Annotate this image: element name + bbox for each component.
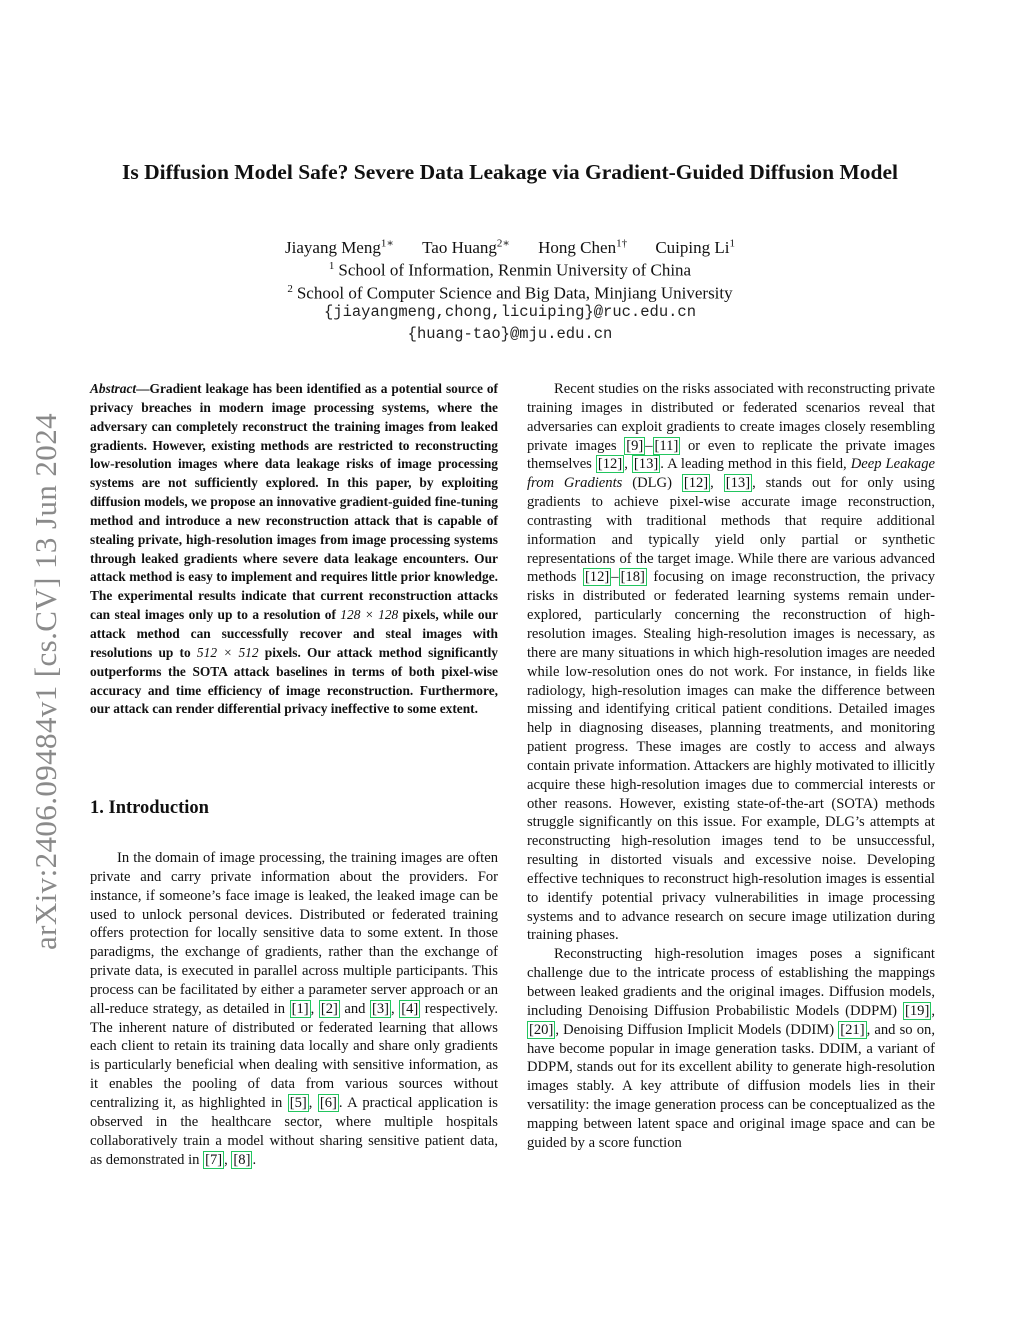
body-text: , [931, 1002, 935, 1019]
body-text: . A practical application is observed in the healthcare sector, where multiple hospitals collaboratively train a model without sharing sensitive patient data, as demonstrated in [90, 1094, 498, 1168]
citation-link[interactable]: [4] [401, 1000, 419, 1017]
body-text: , [710, 475, 724, 492]
body-text: or even to replicate the private images themselves [527, 437, 935, 473]
author-mark: 2∗ [496, 237, 510, 249]
arxiv-identifier-stamp[interactable]: arXiv:2406.09484v1 [cs.CV] 13 Jun 2024 [28, 413, 63, 950]
abstract-text: pixels, while our attack method can successfully recover and steal images with resolutions up to [90, 607, 498, 660]
body-text: Reconstructing high-resolution images poses a significant challenge due to the intricate process of establishing the mappings between leaked gradients and the original images. Diffusion models, including Denoising Diffusion Probabilistic Models (DDPM) [527, 946, 935, 1019]
intro-paragraph [90, 849, 498, 1169]
abstract-math: 512 × 512 [196, 644, 259, 660]
abstract [90, 380, 498, 719]
abstract-text: —Gradient leakage has been identified as a potential source of privacy breaches in modern image processing systems, where the adversary can completely reconstruct the training images from leaked gradients. However, existing methods are restricted to reconstructing low-resolution images where data leakage risks of image processing systems are not sufficiently explored. In this paper, by exploiting diffusion models, we propose an innovative gradient-guided fine-tuning method and introduce a new reconstruction attack that is capable of stealing private, high-resolution images from image processing systems through leaked gradients where severe data leakage encounters. Our attack method is easy to implement and requires little prior knowledge. The experimental results indicate that current reconstruction attacks can steal images only up to a resolution of [90, 381, 498, 623]
body-text: focusing on image reconstruction, the privacy risks in distributed or federated learning systems remain under-explored, particularly concerning the reconstruction of high-resolution images. Stealing high-resolution images is necessary, as there are many situations in which high-resolution images are needed while low-resolution ones do not work. For instance, in fields like radiology, high-resolution images can make the difference between missing and identifying critical patient conditions. Detailed images help in diagnosing diseases, planning treatments, and monitoring patient progress. These images are costly to access and always contain private information. Attackers are highly motivated to illicitly acquire these high-resolution images due to commercial interests or other reasons. However, existing state-of-the-art (SOTA) methods struggle significantly on this issue. For example, DLG’s attempts at reconstructing high-resolution images tend to be unsuccessful, resulting in distorted visuals and excessive noise. Developing effective techniques to reconstruct high-resolution images is essential to identify potential privacy vulnerabilities in image processing systems and to advance research on secure image utilization during training phases. [527, 569, 935, 944]
citation-link[interactable]: [1] [291, 1000, 309, 1017]
body-text: – [645, 437, 653, 454]
email-line[interactable]: {jiayangmeng,chong,licuiping}@ruc.edu.cn [323, 303, 697, 321]
body-text: . [252, 1151, 257, 1168]
intro-left-column [90, 849, 498, 1169]
citation-link[interactable]: [2] [320, 1000, 338, 1017]
citation-link[interactable]: [3] [372, 1000, 390, 1017]
section-heading: 1. Introduction [90, 798, 209, 818]
author-mark: 1∗ [380, 237, 394, 249]
author [285, 238, 394, 257]
citation-link[interactable]: [13] [725, 475, 751, 492]
abstract-text: pixels. Our attack method significantly outperforms the SOTA attack baselines in terms of both pixel-wise accuracy and time efficiency of image reconstruction. Furthermore, our attack can render differential privacy ineffective to some extent. [90, 644, 498, 717]
abstract-math: 128 × 128 [340, 607, 399, 623]
author-mark: 1 [729, 237, 735, 249]
body-text: , [308, 1094, 318, 1111]
author [538, 238, 627, 257]
author-name: Hong Chen [538, 237, 617, 257]
citation-link[interactable]: [6] [319, 1094, 337, 1111]
citation-link[interactable]: [19] [905, 1002, 930, 1019]
body-text: , Denoising Diffusion Implicit Models (DDIM) [555, 1021, 839, 1038]
citation-link[interactable]: [12] [683, 475, 709, 492]
citation-link[interactable]: [5] [289, 1094, 307, 1111]
citation-link[interactable]: [8] [233, 1151, 251, 1168]
body-text: , stands out for only using gradients to achieve pixel-wise accurate image reconstruction, contrasting with traditional methods that require additional information and typically yield only partial or synthetic representations of the target image. While there are various advanced methods [527, 475, 935, 586]
body-text: In the domain of image processing, the training images are often private and carry private information about the providers. For instance, if someone’s face image is leaked, the leaked image can be used to unlock personal devices. Distributed or federated training offers protection for locally sensitive data to some extent. In those paradigms, the exchange of gradients, rather than the exchange of private data, is executed in parallel across multiple participants. This process can be facilitated by either a parameter server approach or an all-reduce strategy, as detailed in [90, 850, 498, 1017]
author-name: Tao Huang [422, 237, 497, 257]
author-name: Cuiping Li [655, 237, 730, 257]
citation-link[interactable]: [12] [584, 569, 610, 586]
citation-link[interactable]: [21] [840, 1021, 865, 1038]
affiliation-number: 1 [328, 260, 335, 272]
citation-link[interactable]: [18] [620, 569, 645, 586]
citation-link[interactable]: [7] [205, 1151, 223, 1168]
abstract-label: Abstract [90, 381, 137, 396]
intro-paragraph [527, 380, 935, 945]
body-text: , and so on, have become popular in image generation tasks. DDIM, a variant of DDPM, stands out for its excellent ability to generate high-resolution images stably. A key attribute of diffusion models lies in their versatility: the image generation process can be conceptualized as the mapping between latent space and original image space and can be guided by a score function [527, 1021, 936, 1151]
citation-link[interactable]: [20] [529, 1021, 554, 1038]
body-text: – [611, 569, 619, 586]
author [655, 238, 735, 257]
paper-title: Is Diffusion Model Safe? Severe Data Leakage via Gradient-Guided Diffusion Model [122, 160, 898, 184]
citation-link[interactable]: [9] [626, 437, 644, 454]
body-text: , [391, 1000, 400, 1017]
body-text: (DLG) [622, 475, 682, 492]
affiliation-text: School of Computer Science and Big Data, Minjiang University [296, 283, 733, 303]
citation-link[interactable]: [11] [654, 437, 679, 454]
body-text: . A leading method in this field, [660, 456, 851, 473]
author [422, 238, 510, 257]
method-name: Deep Leakage from Gradients [527, 456, 935, 492]
body-text: and [339, 1000, 371, 1017]
body-text: , [624, 456, 632, 473]
body-text: , [310, 1000, 319, 1017]
citation-link[interactable]: [12] [597, 456, 623, 473]
intro-right-column [527, 380, 935, 1153]
body-text: Recent studies on the risks associated with reconstructing private training images in distributed or federated scenarios reveal that adversaries can exploit gradients to create images closely resembling private images [527, 381, 935, 454]
body-text: respectively. The inherent nature of distributed or federated learning that allows each client to retain its training data locally and share only gradients is particularly beneficial when dealing with sensitive information, as it enables the pooling of data from various sources without centralizing it, as highlighted in [90, 1000, 499, 1111]
body-text: , [224, 1151, 232, 1168]
intro-paragraph [527, 945, 935, 1152]
affiliation-number: 2 [287, 283, 293, 295]
email-line[interactable]: {huang-tao}@mju.edu.cn [407, 325, 613, 343]
author-name: Jiayang Meng [285, 237, 381, 257]
author-mark: 1† [616, 237, 628, 249]
citation-link[interactable]: [13] [633, 456, 659, 473]
affiliation-text: School of Information, Renmin University of China [338, 260, 692, 280]
